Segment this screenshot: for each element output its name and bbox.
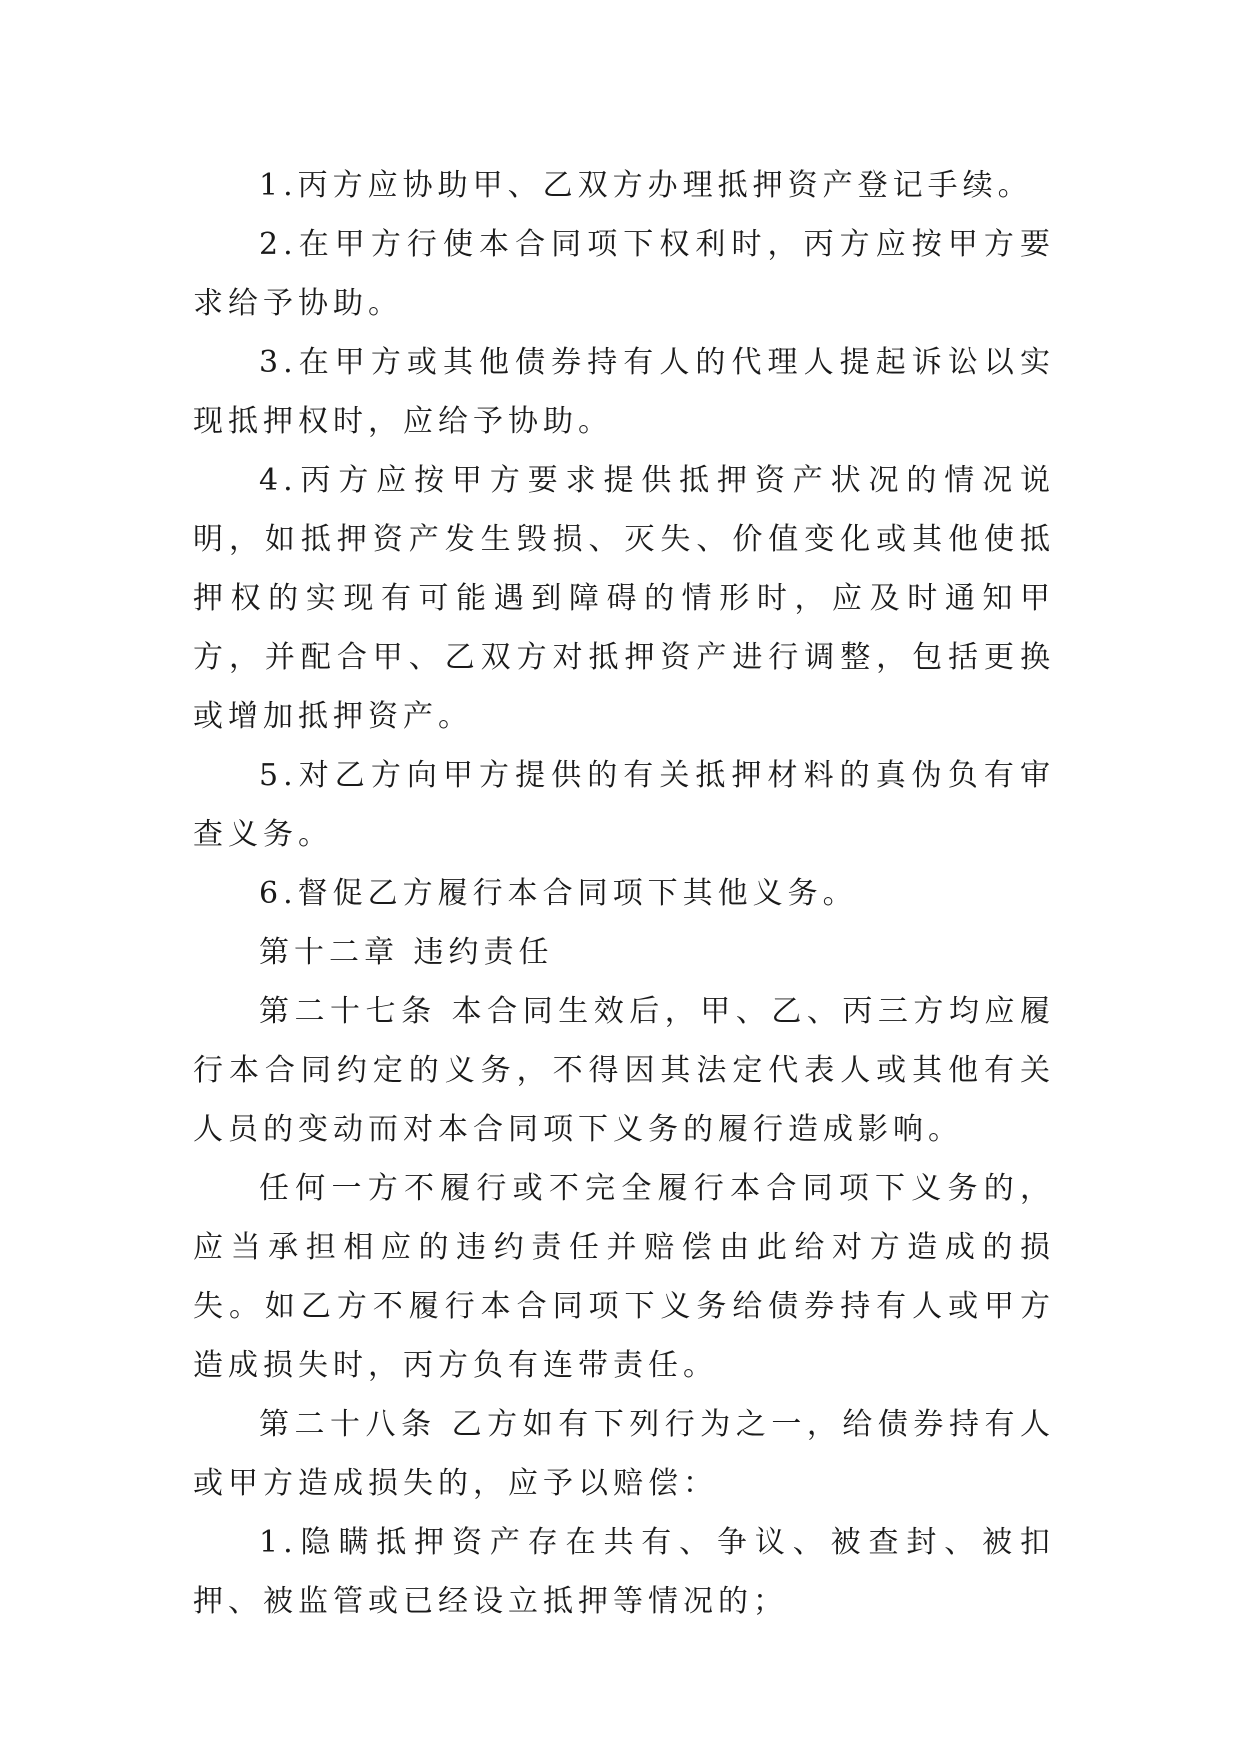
clause-5-review-duty: 5.对乙方向甲方提供的有关抵押材料的真伪负有审查义务。 — [193, 758, 1055, 852]
article-27: 第二十七条 本合同生效后，甲、乙、丙三方均应履行本合同约定的义务，不得因其法定代表人或其他有关人员的变动而对本合同项下义务的履行造成影响。 — [193, 994, 1055, 1147]
clause-1-registration: 1.丙方应协助甲、乙双方办理抵押资产登记手续。 — [259, 168, 1033, 203]
clause-4-asset-status: 4.丙方应按甲方要求提供抵押资产状况的情况说明，如抵押资产发生毁损、灭失、价值变化或其他使抵押权的实现有可能遇到障碍的情形时，应及时通知甲方，并配合甲、乙双方对抵押资产进行调整，包括更换或增加抵押资产。 — [193, 463, 1055, 734]
article-27-liability: 任何一方不履行或不完全履行本合同项下义务的，应当承担相应的违约责任并赔偿由此给对方造成的损失。如乙方不履行本合同项下义务给债券持有人或甲方造成损失时，丙方负有连带责任。 — [193, 1171, 1055, 1383]
document-body — [193, 156, 1055, 1631]
clause-6-supervise: 6.督促乙方履行本合同项下其他义务。 — [259, 876, 858, 911]
chapter-heading: 第十二章 违约责任 — [259, 935, 554, 970]
clause-2-assist-rights: 2.在甲方行使本合同项下权利时，丙方应按甲方要求给予协助。 — [193, 227, 1055, 321]
clause-3-litigation-assist: 3.在甲方或其他债券持有人的代理人提起诉讼以实现抵押权时，应给予协助。 — [193, 345, 1055, 439]
article-28-item-1: 1.隐瞒抵押资产存在共有、争议、被查封、被扣押、被监管或已经设立抵押等情况的； — [193, 1525, 1055, 1619]
article-28: 第二十八条 乙方如有下列行为之一，给债券持有人或甲方造成损失的，应予以赔偿： — [193, 1407, 1055, 1501]
